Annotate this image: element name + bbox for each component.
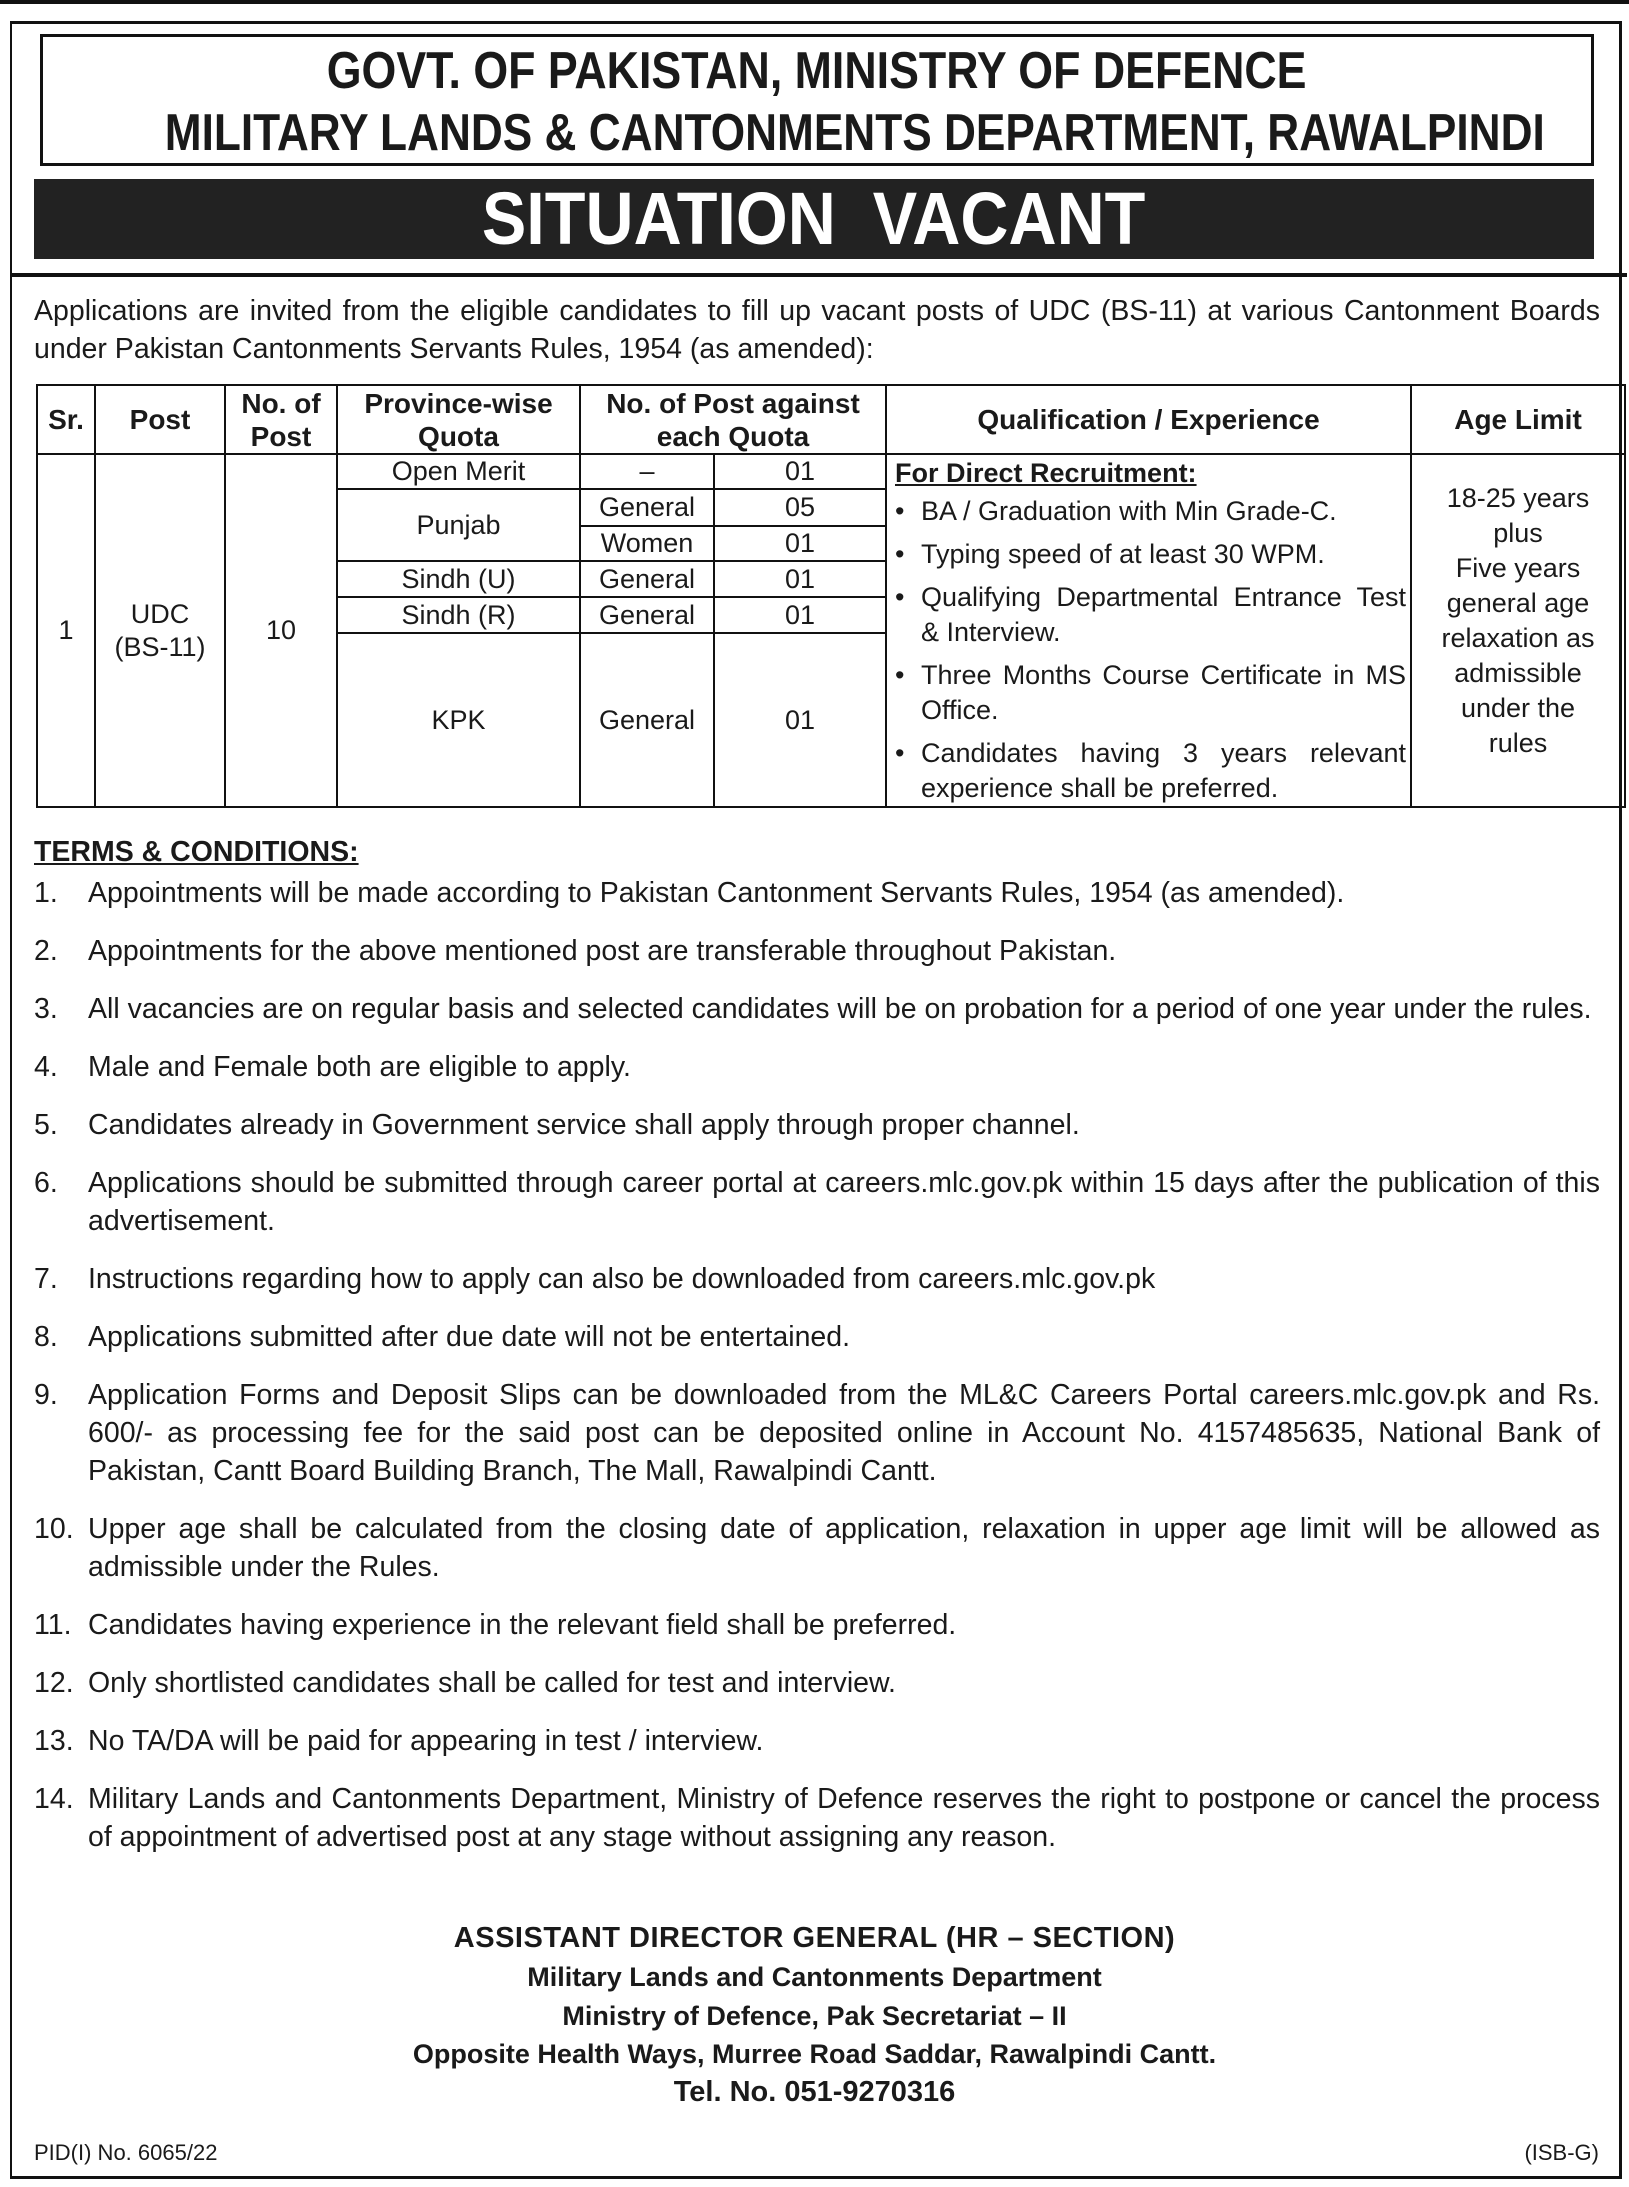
signature-tel: Tel. No. 051-9270316: [673, 2076, 956, 2108]
term-item: [34, 1048, 1600, 1086]
term-number: 8.: [34, 1321, 58, 1353]
term-text: All vacancies are on regular basis and selected candidates will be on probation for a period of one year under the rules.: [88, 993, 1592, 1025]
age-line: general age: [1446, 588, 1590, 618]
cell-category: General: [580, 489, 714, 526]
age-line: Five years: [1455, 553, 1581, 583]
situation-vacant-banner: [34, 179, 1594, 259]
term-number: 13.: [34, 1725, 74, 1757]
terms-heading: TERMS & CONDITIONS:: [34, 836, 359, 868]
term-text: Only shortlisted candidates shall be called for test and interview.: [88, 1667, 896, 1699]
signature-title: ASSISTANT DIRECTOR GENERAL (HR – SECTION): [453, 1922, 1176, 1954]
term-text: Appointments will be made according to Pakistan Cantonment Servants Rules, 1954 (as amended).: [88, 877, 1345, 909]
term-text: Appointments for the above mentioned post are transferable throughout Pakistan.: [88, 935, 1117, 967]
terms-list: [34, 874, 1600, 1876]
cell-post: [95, 454, 225, 807]
cell-category: General: [580, 561, 714, 597]
col-sr: Sr.: [37, 385, 95, 454]
cell-count: 01: [714, 597, 886, 633]
term-text: Male and Female both are eligible to apply.: [88, 1051, 631, 1083]
age-line: plus: [1493, 518, 1543, 548]
cell-category: –: [580, 454, 714, 489]
age-line: admissible: [1454, 658, 1582, 688]
term-item: [34, 990, 1600, 1028]
term-item: [34, 1106, 1600, 1144]
term-text: Upper age shall be calculated from the closing date of application, relaxation in upper age limit will be allowed as admissible under the Rules.: [88, 1513, 1600, 1583]
cell-province: Sindh (U): [337, 561, 580, 597]
term-item: [34, 1510, 1600, 1586]
banner-text: SITUATION VACANT: [482, 177, 1146, 260]
col-age: Age Limit: [1411, 385, 1625, 454]
cell-no-of-post: 10: [225, 454, 337, 807]
col-post: Post: [95, 385, 225, 454]
term-text: Candidates having experience in the relevant field shall be preferred.: [88, 1609, 957, 1641]
cell-count: 01: [714, 526, 886, 561]
divider: [10, 273, 1627, 277]
cell-count: 05: [714, 489, 886, 526]
signature-line-1: Military Lands and Cantonments Department: [527, 1962, 1102, 1992]
cell-count: 01: [714, 454, 886, 489]
term-number: 12.: [34, 1667, 74, 1699]
cell-count: 01: [714, 561, 886, 597]
term-item: [34, 1164, 1600, 1240]
qualification-item: • Candidates having 3 years relevant experience shall be preferred.: [895, 736, 1406, 806]
cell-province: Open Merit: [337, 454, 580, 489]
qualification-item: • Qualifying Departmental Entrance Test & Interview.: [895, 580, 1406, 650]
header-line-1: [43, 41, 1591, 101]
term-text: Candidates already in Government service shall apply through proper channel.: [88, 1109, 1080, 1141]
signature-line-3: Opposite Health Ways, Murree Road Saddar, Rawalpindi Cantt.: [412, 2039, 1217, 2069]
term-number: 5.: [34, 1109, 58, 1141]
header-line-2-text: MILITARY LANDS & CANTONMENTS DEPARTMENT, RAWALPINDI: [164, 104, 1545, 162]
cell-qualification: [886, 454, 1411, 807]
top-rule: [0, 0, 1629, 4]
term-item: [34, 1260, 1600, 1298]
term-number: 4.: [34, 1051, 58, 1083]
cell-category: General: [580, 597, 714, 633]
isb-code: (ISB-G): [1524, 2140, 1599, 2165]
qualification-list: [895, 494, 1406, 806]
cell-province: KPK: [337, 633, 580, 807]
term-item: [34, 1376, 1600, 1490]
term-item: [34, 874, 1600, 912]
intro-paragraph: Applications are invited from the eligible candidates to fill up vacant posts of UDC (BS-11) at various Cantonment Boards under Pakistan Cantonments Servants Rules, 1954 (as amended):: [34, 295, 1600, 365]
cell-category: General: [580, 633, 714, 807]
term-item: [34, 932, 1600, 970]
age-line: under the: [1460, 693, 1576, 723]
cell-province: Sindh (R): [337, 597, 580, 633]
cell-sr: 1: [37, 454, 95, 807]
term-number: 2.: [34, 935, 58, 967]
term-number: 1.: [34, 877, 58, 909]
col-no-of-post: No. of Post: [225, 385, 337, 454]
qualification-item: • Three Months Course Certificate in MS Office.: [895, 658, 1406, 728]
pid-number: PID(I) No. 6065/22: [34, 2140, 218, 2165]
term-number: 7.: [34, 1263, 58, 1295]
term-item: [34, 1664, 1600, 1702]
term-number: 9.: [34, 1379, 58, 1411]
cell-age-limit: [1411, 454, 1625, 807]
term-text: Applications should be submitted through career portal at careers.mlc.gov.pk within 15 days after the publication of this advertisement.: [88, 1167, 1600, 1237]
table-row: [37, 454, 1625, 489]
header-line-2: [43, 103, 1591, 163]
term-number: 6.: [34, 1167, 58, 1199]
cell-count: 01: [714, 633, 886, 807]
qualification-item: • BA / Graduation with Min Grade-C.: [895, 494, 1406, 529]
post-text: UDC (BS-11): [114, 598, 206, 662]
header-line-1-text: GOVT. OF PAKISTAN, MINISTRY OF DEFENCE: [327, 42, 1307, 100]
vacancy-table: [36, 384, 1626, 808]
term-item: [34, 1722, 1600, 1760]
term-item: [34, 1606, 1600, 1644]
term-text: Military Lands and Cantonments Department, Ministry of Defence reserves the right to postpone or cancel the process of appointment of advertised post at any stage without assigning any reason.: [88, 1783, 1600, 1853]
signature-line-2: Ministry of Defence, Pak Secretariat – II: [562, 2001, 1067, 2031]
term-text: Instructions regarding how to apply can also be downloaded from careers.mlc.gov.pk: [88, 1263, 1156, 1295]
term-item: [34, 1780, 1600, 1856]
term-text: Application Forms and Deposit Slips can be downloaded from the ML&C Careers Portal careers.mlc.gov.pk and Rs. 600/- as processing fee for the said post can be deposited online in Account No. 4157485635, National Bank of Pakistan, Cantt Board Building Branch, The Mall, Rawalpindi Cantt.: [88, 1379, 1600, 1487]
age-line: relaxation as: [1441, 623, 1595, 653]
qualification-heading: For Direct Recruitment:: [895, 458, 1197, 488]
col-quota: Province-wise Quota: [337, 385, 580, 454]
col-posts-each: No. of Post against each Quota: [580, 385, 886, 454]
term-item: [34, 1318, 1600, 1356]
header-box: [40, 34, 1594, 166]
term-text: No TA/DA will be paid for appearing in test / interview.: [88, 1725, 764, 1757]
term-number: 11.: [34, 1609, 72, 1641]
cell-category: Women: [580, 526, 714, 561]
term-text: Applications submitted after due date will not be entertained.: [88, 1321, 851, 1353]
age-line: 18-25 years: [1446, 483, 1590, 513]
term-number: 10.: [34, 1513, 74, 1545]
term-number: 14.: [34, 1783, 74, 1815]
age-line: rules: [1488, 728, 1548, 758]
table-header-row: [37, 385, 1625, 454]
cell-province: Punjab: [337, 489, 580, 561]
qualification-item: • Typing speed of at least 30 WPM.: [895, 537, 1406, 572]
term-number: 3.: [34, 993, 58, 1025]
col-qualification: Qualification / Experience: [886, 385, 1411, 454]
